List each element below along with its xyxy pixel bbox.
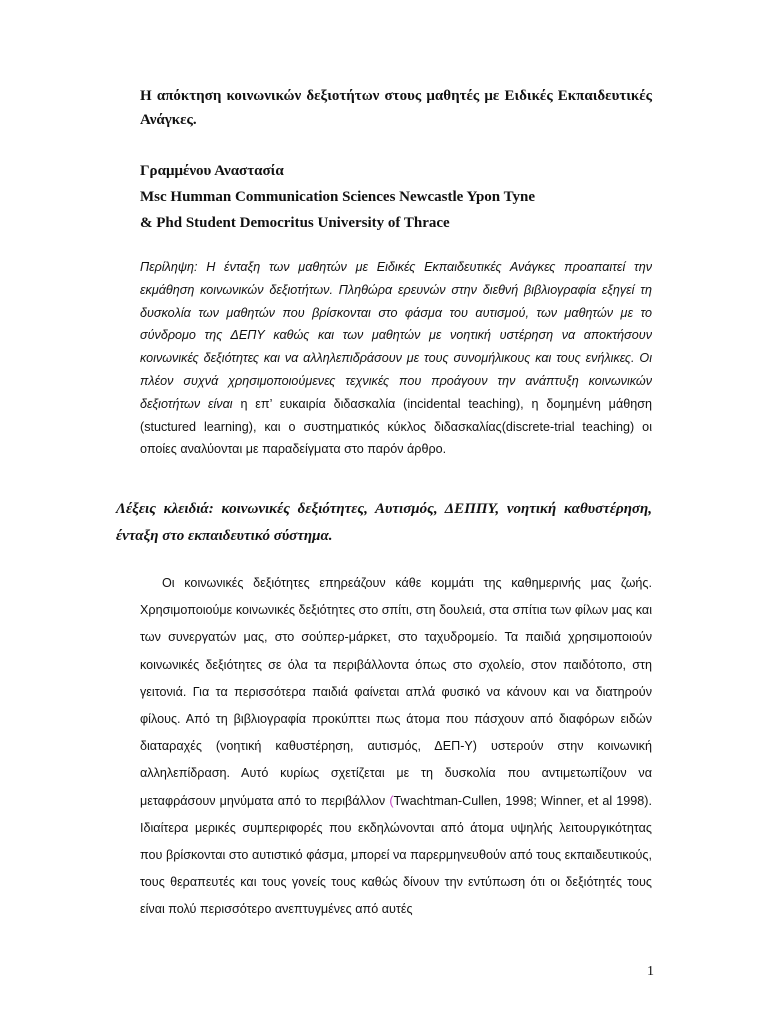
abstract-italic: Περίληψη: Η ένταξη των μαθητών με Ειδικές Εκπαιδευτικές Ανάγκες προαπαιτεί την εκμάθηση κοινωνικών δεξιοτήτων. Πληθώρα ερευνών στην διεθνή βιβλιογραφία εξηγεί τη δυσκολία των μαθητών που βρίσκονται στο φάσμα του αυτισμού, των μαθητών με το σύνδρομο της ΔΕΠΥ καθώς και των μαθητών με νοητική υστέρηση να αποκτήσουν κοινωνικές δεξιότητες και να αλληλεπιδράσουν με τους συνομήλικους και τους ενήλικες. Οι πλέον συχνά χρησιμοποιούμενες τεχνικές που προάγουν την ανάπτυξη κοινωνικών δεξιοτήτων είναι <box>140 260 652 411</box>
abstract-regular: η επ’ ευκαιρία διδασκαλία (incidental teaching), η δομημένη μάθηση (stuctured learning), και ο συστηματικός κύκλος διδασκαλίας(discrete-trial teaching) οι οποίες αναλύονται με παραδείγματα στο παρόν άρθρο. <box>140 396 653 457</box>
page-number: 1 <box>647 964 654 979</box>
author-affiliation-1: Msc Humman Communication Sciences Newcastle Ypon Tyne <box>140 189 535 205</box>
abstract <box>140 256 652 461</box>
author-affiliation-2: & Phd Student Democritus University of Thrace <box>140 215 450 231</box>
body-text-part-2: Twachtman-Cullen, 1998; Winner, et al 1998). Ιδιαίτερα μερικές συμπεριφορές που εκδηλώνονται από άτομα υψηλής λειτουργικότητας που βρίσκονται στο αυτιστικό φάσμα, μπορεί να παρερμηνευθούν από τους εκπαιδευτικούς, τους θεραπευτές και τους γονείς τους καθώς δίνουν την εντύπωση ότι οι δεξιότητές τους είναι πολύ περισσότερο ανεπτυγμένες από αυτές <box>140 793 652 917</box>
citation-paren: ( <box>389 793 394 808</box>
keywords: Λέξεις κλειδιά: κοινωνικές δεξιότητες, Αυτισμός, ΔΕΠΠΥ, νοητική καθυστέρηση, ένταξη στο εκπαιδευτικό σύστημα. <box>116 501 652 544</box>
author-block <box>140 158 660 236</box>
author-name: Γραμμένου Αναστασία <box>140 163 284 179</box>
article-title: Η απόκτηση κοινωνικών δεξιοτήτων στους μαθητές με Ειδικές Εκπαιδευτικές Ανάγκες. <box>140 88 652 128</box>
body-paragraph <box>140 570 652 924</box>
body-text-part-1: Οι κοινωνικές δεξιότητες επηρεάζουν κάθε κομμάτι της καθημερινής μας ζωής. Χρησιμοποιούμε κοινωνικές δεξιότητες στο σπίτι, στη δουλειά, στα σπίτια των φίλων μας και των συνεργατών μας, στο σούπερ-μάρκετ, στο ταχυδρομείο. Τα παιδιά χρησιμοποιούν κοινωνικές δεξιότητες σε όλα τα περιβάλλοντα όπως στο σχολείο, στον παιδότοπο, στη γειτονιά. Για τα περισσότερα παιδιά φαίνεται απλά φυσικό να κάνουν και να διατηρούν φίλους. Από τη βιβλιογραφία προκύπτει πως άτομα που πάσχουν από διαφόρων ειδών διαταραχές (νοητική καθυστέρηση, αυτισμός, ΔΕΠ-Υ) υστερούν στην κοινωνική αλληλεπίδραση. Αυτό κυρίως σχετίζεται με τη δυσκολία που αντιμετωπίζουν να μεταφράσουν μηνύματα από το περιβάλλον <box>140 576 652 808</box>
